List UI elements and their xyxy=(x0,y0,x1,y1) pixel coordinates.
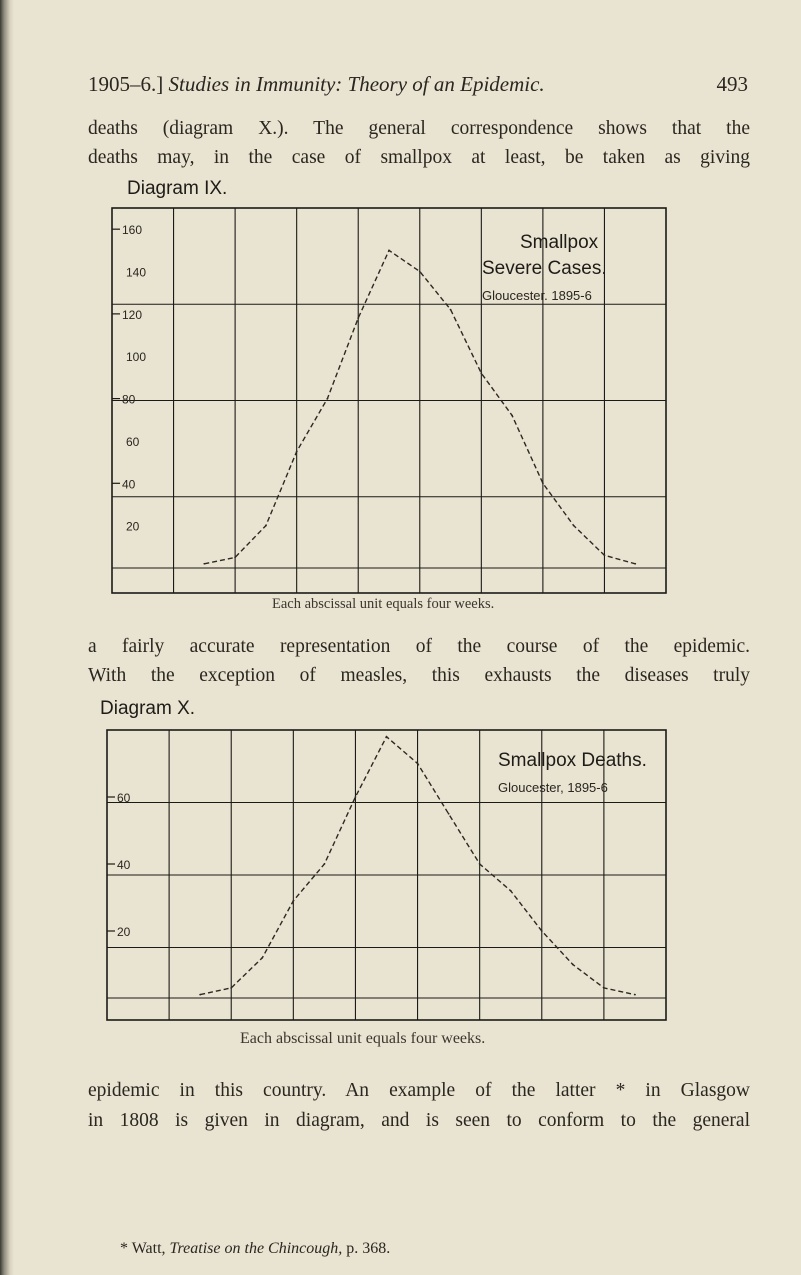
header-year: 1905–6.] xyxy=(88,72,164,96)
diagram-x-legend-location: Gloucester, 1895-6 xyxy=(498,780,608,795)
y-tick-label: 140 xyxy=(126,265,147,280)
data-point xyxy=(450,309,452,311)
data-point xyxy=(603,987,605,989)
data-point xyxy=(230,987,232,989)
diagram-ix-legend-title: Smallpox xyxy=(520,232,599,253)
data-point xyxy=(634,563,636,565)
page-number: 493 xyxy=(716,72,748,96)
y-tick-label: 60 xyxy=(126,434,140,449)
y-tick-label: 20 xyxy=(126,519,140,534)
diagram-x-legend-title: Smallpox Deaths. xyxy=(498,750,647,771)
data-point xyxy=(417,763,419,765)
data-point xyxy=(265,525,267,527)
data-point xyxy=(261,957,263,959)
data-point xyxy=(296,451,298,453)
data-point xyxy=(479,863,481,865)
data-point xyxy=(357,317,359,319)
book-binding-edge xyxy=(0,0,14,1275)
y-tick-label: 20 xyxy=(117,925,131,939)
footnote-marker: * xyxy=(120,1240,128,1257)
paragraph-line: epidemic in this country. An example of the latter * in Glasgow xyxy=(88,1080,750,1101)
data-point xyxy=(203,563,205,565)
data-point xyxy=(199,994,201,996)
diagram-ix-legend-location: Gloucester. 1895-6 xyxy=(482,288,592,303)
footnote-work: Treatise on the Chincough, xyxy=(169,1240,343,1257)
data-point xyxy=(323,863,325,865)
y-tick-label: 120 xyxy=(122,307,143,322)
footnote-author: Watt, xyxy=(131,1240,166,1257)
diagram-x-caption: Each abscissal unit equals four weeks. xyxy=(240,1030,486,1047)
data-point xyxy=(604,554,606,556)
data-point xyxy=(386,736,388,738)
paragraph-line: With the exception of measles, this exhausts the diseases truly xyxy=(88,665,750,686)
diagram-ix-caption: Each abscissal unit equals four weeks. xyxy=(272,596,495,612)
data-point xyxy=(292,900,294,902)
y-tick-label: 80 xyxy=(122,392,136,407)
data-point xyxy=(542,482,544,484)
data-point xyxy=(511,415,513,417)
data-point xyxy=(541,930,543,932)
paragraph-line: deaths (diagram X.). The general correspondence shows that the xyxy=(88,118,750,139)
data-point xyxy=(355,796,357,798)
data-point xyxy=(234,557,236,559)
paragraph-line: in 1808 is given in diagram, and is seen to conform to the general xyxy=(88,1110,750,1131)
y-tick-label: 160 xyxy=(122,223,143,238)
data-point xyxy=(510,890,512,892)
y-tick-label: 60 xyxy=(117,791,131,805)
running-header xyxy=(88,72,748,106)
data-point xyxy=(572,964,574,966)
diagram-x-title: Diagram X. xyxy=(100,698,196,719)
diagram-ix-chart xyxy=(110,200,670,595)
diagram-x-chart xyxy=(105,722,670,1022)
paragraph-line: deaths may, in the case of smallpox at least, be taken as giving xyxy=(88,147,750,168)
paragraph-line: a fairly accurate representation of the course of the epidemic. xyxy=(88,636,750,657)
data-point xyxy=(634,994,636,996)
y-tick-label: 40 xyxy=(122,477,136,492)
y-tick-label: 100 xyxy=(126,350,147,365)
y-tick-label: 40 xyxy=(117,858,131,872)
header-title: Studies in Immunity: Theory of an Epidemic. xyxy=(168,72,545,96)
footnote xyxy=(120,1240,390,1258)
data-point xyxy=(388,249,390,251)
data-point xyxy=(480,372,482,374)
data-point xyxy=(448,813,450,815)
data-point xyxy=(327,398,329,400)
diagram-ix-legend-subtitle: Severe Cases. xyxy=(482,258,607,279)
data-point xyxy=(419,271,421,273)
footnote-page: p. 368. xyxy=(346,1240,391,1257)
data-point xyxy=(573,525,575,527)
diagram-ix-title: Diagram IX. xyxy=(127,178,228,199)
